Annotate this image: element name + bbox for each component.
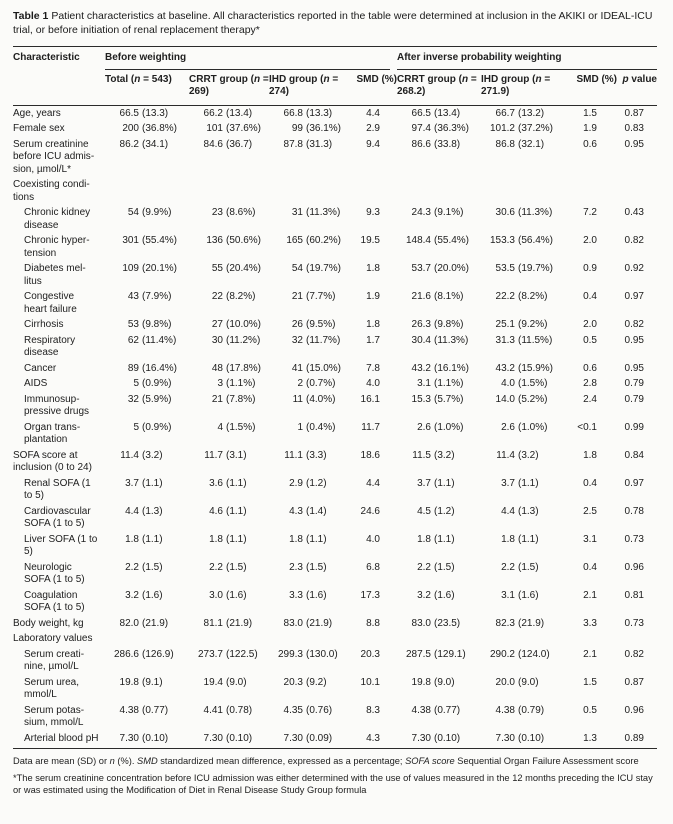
table-row (13, 703, 657, 731)
cell-crrt-after: 3.1 (1.1%) (417, 378, 464, 389)
table-row (13, 616, 657, 632)
table-row (13, 560, 657, 588)
cell-smd-after: 0.6 (583, 138, 597, 150)
cell-p-value: 0.95 (624, 334, 644, 346)
cell-smd-before: 8.3 (366, 704, 380, 716)
cell-ihd-after: 30.6 (11.3%) (495, 207, 553, 218)
table-footnotes (13, 749, 657, 797)
table-row (13, 420, 657, 448)
cell-crrt-after: 2.2 (1.5) (417, 561, 455, 573)
cell-crrt-after: 83.0 (23.5) (411, 617, 461, 629)
cell-ihd-after: 4.38 (0.79) (495, 704, 545, 716)
cell-smd-before: 2.9 (366, 123, 380, 134)
cell-crrt-before: 273.7 (122.5) (197, 648, 258, 660)
cell-smd-after: 2.8 (583, 378, 597, 389)
row-label: Serum urea, mmol/L (24, 676, 80, 700)
table-row (13, 137, 657, 178)
cell-total: 4.38 (0.77) (119, 704, 169, 716)
row-label: Cancer (24, 362, 57, 374)
cell-ihd-after: 11.4 (3.2) (496, 449, 539, 461)
row-label: Coagulation SOFA (1 to 5) (24, 589, 85, 613)
cell-smd-after: 0.5 (583, 704, 597, 716)
before-weighting-group-header: Before weighting (105, 52, 390, 70)
cell-p-value: 0.97 (624, 477, 644, 489)
table-row (13, 675, 657, 703)
column-header-smd-after: SMD (%) (576, 73, 617, 85)
characteristic-header: Characteristic (13, 52, 80, 63)
cell-p-value: 0.96 (624, 704, 644, 716)
row-label: Chronic kidney disease (24, 207, 91, 231)
table-row (13, 392, 657, 420)
cell-ihd-before: 41 (15.0%) (291, 362, 342, 374)
cell-crrt-after: 4.38 (0.77) (411, 704, 461, 716)
column-header-row (13, 70, 657, 106)
table-row (13, 233, 657, 261)
cell-smd-before: 1.8 (366, 319, 380, 330)
after-weighting-group-header: After inverse probability weighting (397, 52, 657, 70)
table-row (13, 317, 657, 333)
row-label: Female sex (13, 123, 65, 134)
cell-p-value: 0.78 (624, 505, 644, 517)
cell-total: 286.6 (126.9) (113, 648, 174, 660)
cell-crrt-after: 15.3 (5.7%) (411, 393, 464, 405)
cell-ihd-before: 83.0 (21.9) (283, 617, 333, 629)
row-label: Body weight, kg (13, 617, 84, 629)
cell-smd-after: 2.0 (583, 235, 597, 246)
row-label: Serum creatinine before ICU admission, µmol/L* (13, 138, 95, 175)
cell-crrt-after: 43.2 (16.1%) (411, 362, 470, 374)
cell-crrt-before: 7.30 (0.10) (203, 732, 253, 744)
cell-crrt-before: 30 (11.2%) (211, 334, 261, 346)
cell-ihd-before: 32 (11.7%) (291, 334, 341, 346)
cell-smd-before: 4.4 (366, 477, 380, 489)
cell-ihd-after: 290.2 (124.0) (489, 648, 550, 660)
table-row (13, 289, 657, 317)
cell-ihd-before: 26 (9.5%) (291, 319, 336, 330)
cell-smd-before: 1.9 (366, 291, 380, 302)
cell-ihd-after: 82.3 (21.9) (495, 617, 545, 629)
cell-smd-after: 7.2 (583, 207, 597, 218)
cell-ihd-before: 2 (0.7%) (297, 378, 336, 389)
row-label: Laboratory values (13, 633, 93, 644)
table-row (13, 731, 657, 747)
cell-p-value: 0.92 (624, 263, 644, 274)
column-header-total: Total (n = 543) (105, 73, 172, 85)
cell-smd-after: 0.4 (583, 561, 597, 573)
cell-smd-before: 19.5 (360, 235, 380, 246)
cell-smd-before: 4.4 (366, 107, 380, 119)
cell-p-value: 0.82 (624, 648, 644, 660)
row-label: Serum creatinine, µmol/L (24, 648, 85, 672)
cell-smd-before: 4.3 (366, 732, 380, 744)
table-body (13, 106, 657, 750)
cell-smd-before: 18.6 (360, 449, 380, 461)
cell-smd-before: 4.0 (366, 533, 380, 545)
cell-p-value: 0.79 (624, 378, 644, 389)
cell-ihd-after: 14.0 (5.2%) (495, 393, 548, 405)
cell-smd-before: 10.1 (360, 676, 380, 688)
cell-total: 5 (0.9%) (133, 421, 172, 433)
row-label: Age, years (13, 107, 61, 119)
column-header-crrt-after: CRRT group (n = 268.2) (397, 73, 477, 97)
cell-total: 62 (11.4%) (127, 334, 177, 346)
cell-p-value: 0.84 (624, 449, 644, 461)
row-label: Immunosuppressive drugs (24, 393, 90, 417)
cell-smd-before: 8.8 (366, 617, 380, 629)
cell-crrt-before: 81.1 (21.9) (203, 617, 253, 629)
cell-crrt-before: 4.41 (0.78) (203, 704, 253, 716)
table-row (13, 106, 657, 122)
cell-smd-after: 2.1 (583, 648, 597, 660)
table-header (13, 46, 657, 106)
table-row (13, 504, 657, 532)
table-row (13, 205, 657, 233)
cell-smd-before: 16.1 (360, 393, 380, 405)
cell-total: 5 (0.9%) (133, 378, 172, 389)
cell-p-value: 0.82 (624, 319, 644, 330)
cell-p-value: 0.95 (624, 362, 644, 374)
cell-ihd-before: 165 (60.2%) (286, 235, 342, 246)
cell-p-value: 0.82 (624, 235, 644, 246)
cell-crrt-after: 3.2 (1.6) (417, 589, 455, 601)
cell-crrt-after: 287.5 (129.1) (405, 648, 466, 660)
column-header-ihd-before: IHD group (n = 274) (269, 73, 339, 97)
cell-crrt-after: 30.4 (11.3%) (411, 334, 469, 346)
table-row (13, 261, 657, 289)
cell-smd-after: 3.1 (583, 533, 597, 545)
column-header-spacer (13, 74, 105, 99)
cell-ihd-after: 7.30 (0.10) (495, 732, 545, 744)
cell-crrt-after: 86.6 (33.8) (411, 138, 461, 150)
cell-smd-before: 24.6 (360, 505, 380, 517)
table-row (13, 647, 657, 675)
cell-ihd-before: 299.3 (130.0) (277, 648, 338, 660)
cell-ihd-after: 101.2 (37.2%) (489, 123, 554, 134)
cell-smd-before: 20.3 (360, 648, 380, 660)
row-label: Chronic hypertension (24, 235, 90, 259)
cell-crrt-before: 66.2 (13.4) (203, 107, 253, 119)
table-row (13, 476, 657, 504)
cell-total: 43 (7.9%) (127, 291, 172, 302)
cell-crrt-after: 4.5 (1.2) (417, 505, 455, 517)
cell-total: 3.2 (1.6) (125, 589, 163, 601)
cell-crrt-before: 4 (1.5%) (217, 421, 256, 433)
cell-smd-before: 7.8 (366, 362, 380, 374)
cell-smd-after: 2.5 (583, 505, 597, 517)
cell-ihd-after: 86.8 (32.1) (495, 138, 545, 150)
cell-ihd-after: 153.3 (56.4%) (489, 235, 554, 246)
cell-smd-before: 17.3 (360, 589, 380, 601)
cell-smd-before: 1.7 (366, 334, 380, 346)
cell-total: 7.30 (0.10) (119, 732, 169, 744)
cell-crrt-before: 3 (1.1%) (217, 378, 256, 389)
cell-crrt-after: 26.3 (9.8%) (411, 319, 464, 330)
cell-crrt-before: 27 (10.0%) (211, 319, 262, 330)
cell-total: 4.4 (1.3) (125, 505, 163, 517)
cell-crrt-before: 101 (37.6%) (206, 123, 262, 134)
cell-crrt-after: 97.4 (36.3%) (411, 123, 470, 134)
cell-crrt-after: 53.7 (20.0%) (411, 263, 470, 274)
cell-ihd-before: 87.8 (31.3) (283, 138, 333, 150)
cell-crrt-before: 84.6 (36.7) (203, 138, 253, 150)
cell-ihd-after: 43.2 (15.9%) (495, 362, 554, 374)
cell-ihd-before: 31 (11.3%) (291, 207, 341, 218)
cell-p-value: 0.87 (624, 107, 644, 119)
cell-smd-after: 1.8 (583, 449, 597, 461)
cell-crrt-before: 23 (8.6%) (211, 207, 256, 218)
cell-p-value: 0.96 (624, 561, 644, 573)
row-label: SOFA score at inclusion (0 to 24) (13, 449, 92, 473)
row-label: Organ transplantation (24, 421, 81, 445)
cell-total: 89 (16.4%) (127, 362, 178, 374)
cell-ihd-before: 2.3 (1.5) (289, 561, 327, 573)
cell-total: 86.2 (34.1) (119, 138, 169, 150)
cell-crrt-after: 148.4 (55.4%) (405, 235, 470, 246)
cell-smd-after: 3.3 (583, 617, 597, 629)
cell-ihd-before: 54 (19.7%) (291, 263, 342, 274)
row-label: Cirrhosis (24, 319, 64, 330)
cell-crrt-before: 48 (17.8%) (211, 362, 262, 374)
cell-total: 2.2 (1.5) (125, 561, 163, 573)
cell-smd-after: 1.9 (583, 123, 597, 134)
cell-total: 32 (5.9%) (127, 393, 172, 405)
cell-smd-after: 0.9 (583, 263, 597, 274)
cell-ihd-before: 3.3 (1.6) (289, 589, 327, 601)
table-row (13, 376, 657, 392)
cell-crrt-before: 11.7 (3.1) (204, 449, 247, 461)
cell-ihd-before: 11 (4.0%) (292, 393, 336, 405)
cell-ihd-before: 7.30 (0.09) (283, 732, 333, 744)
cell-smd-after: 1.5 (583, 107, 597, 119)
cell-ihd-before: 4.3 (1.4) (289, 505, 327, 517)
row-label: Diabetes mellitus (24, 263, 86, 287)
row-label: Arterial blood pH (24, 732, 99, 744)
cell-ihd-before: 1 (0.4%) (297, 421, 336, 433)
cell-ihd-after: 2.6 (1.0%) (501, 421, 548, 433)
cell-ihd-before: 4.35 (0.76) (283, 704, 333, 716)
column-header-ihd-after: IHD group (n = 271.9) (481, 73, 551, 97)
row-label: Coexisting conditions (13, 179, 90, 203)
cell-ihd-before: 20.3 (9.2) (283, 676, 327, 688)
cell-crrt-after: 66.5 (13.4) (411, 107, 461, 119)
cell-crrt-before: 21 (7.8%) (211, 393, 256, 405)
cell-p-value: 0.99 (624, 421, 644, 433)
cell-ihd-after: 20.0 (9.0) (495, 676, 539, 688)
cell-crrt-after: 19.8 (9.0) (411, 676, 455, 688)
group-header-row (13, 47, 657, 70)
cell-smd-before: 9.4 (366, 138, 380, 150)
cell-p-value: 0.83 (624, 123, 644, 134)
cell-crrt-before: 3.0 (1.6) (209, 589, 247, 601)
cell-crrt-after: 11.5 (3.2) (412, 449, 455, 461)
cell-total: 19.8 (9.1) (119, 676, 163, 688)
cell-crrt-before: 3.6 (1.1) (209, 477, 247, 489)
cell-p-value: 0.87 (624, 676, 644, 688)
cell-smd-before: 11.7 (361, 421, 380, 433)
cell-p-value: 0.89 (624, 732, 644, 744)
cell-total: 53 (9.8%) (127, 319, 172, 330)
cell-crrt-before: 22 (8.2%) (211, 291, 256, 302)
cell-p-value: 0.81 (624, 589, 644, 601)
cell-p-value: 0.73 (624, 533, 644, 545)
cell-ihd-before: 66.8 (13.3) (283, 107, 333, 119)
cell-crrt-before: 4.6 (1.1) (209, 505, 247, 517)
table-row (13, 333, 657, 361)
cell-ihd-before: 1.8 (1.1) (289, 533, 327, 545)
cell-total: 109 (20.1%) (122, 263, 178, 274)
cell-ihd-before: 2.9 (1.2) (289, 477, 327, 489)
cell-ihd-after: 3.1 (1.6) (501, 589, 539, 601)
row-label: Cardiovascular SOFA (1 to 5) (24, 505, 91, 529)
row-label: AIDS (24, 378, 48, 389)
row-label: Renal SOFA (1 to 5) (24, 477, 91, 501)
cell-ihd-after: 66.7 (13.2) (495, 107, 545, 119)
cell-smd-after: 0.4 (583, 291, 597, 302)
row-label: Neurologic SOFA (1 to 5) (24, 561, 85, 585)
table-row (13, 361, 657, 377)
cell-smd-after: 2.4 (583, 393, 597, 405)
footnote: *The serum creatinine concentration before ICU admission was either determined with the use of values measured in the 12 months preceding the ICU stay or was estimated using the Modification of Diet in Renal Disease Study Group formula (13, 772, 653, 795)
cell-smd-before: 6.8 (366, 561, 380, 573)
cell-crrt-before: 19.4 (9.0) (203, 676, 247, 688)
section-row (13, 631, 657, 647)
table-row (13, 588, 657, 616)
cell-smd-after: 0.6 (583, 362, 597, 374)
section-row (13, 177, 657, 205)
cell-smd-before: 9.3 (366, 207, 380, 218)
row-label: Respiratory disease (24, 334, 76, 358)
cell-p-value: 0.43 (624, 207, 644, 218)
cell-ihd-after: 53.5 (19.7%) (495, 263, 554, 274)
cell-ihd-before: 21 (7.7%) (291, 291, 336, 302)
cell-ihd-after: 2.2 (1.5) (501, 561, 539, 573)
table-row (13, 121, 657, 137)
cell-crrt-after: 2.6 (1.0%) (417, 421, 464, 433)
cell-smd-after: 0.4 (583, 477, 597, 489)
cell-total: 3.7 (1.1) (125, 477, 163, 489)
cell-p-value: 0.95 (624, 138, 644, 150)
cell-smd-after: 2.1 (583, 589, 597, 601)
cell-total: 1.8 (1.1) (125, 533, 163, 545)
row-label: Liver SOFA (1 to 5) (24, 533, 98, 557)
cell-ihd-after: 3.7 (1.1) (501, 477, 539, 489)
column-header-p-value: p value (622, 73, 657, 85)
cell-smd-after: 2.0 (583, 319, 597, 330)
cell-smd-after: 1.5 (583, 676, 597, 688)
cell-total: 82.0 (21.9) (119, 617, 169, 629)
cell-crrt-after: 21.6 (8.1%) (411, 291, 464, 302)
cell-crrt-after: 1.8 (1.1) (417, 533, 455, 545)
cell-smd-before: 4.0 (366, 378, 380, 389)
cell-crrt-after: 3.7 (1.1) (417, 477, 455, 489)
cell-ihd-after: 4.4 (1.3) (501, 505, 539, 517)
column-header-crrt-before: CRRT group (n = 269) (189, 73, 269, 97)
cell-p-value: 0.73 (624, 617, 644, 629)
cell-crrt-before: 55 (20.4%) (211, 263, 262, 274)
cell-p-value: 0.79 (624, 393, 644, 405)
cell-p-value: 0.97 (624, 291, 644, 302)
column-header-smd-before: SMD (%) (356, 73, 397, 85)
patient-characteristics-table (13, 46, 657, 749)
cell-crrt-before: 1.8 (1.1) (209, 533, 247, 545)
cell-smd-after: <0.1 (577, 421, 597, 433)
cell-crrt-before: 2.2 (1.5) (209, 561, 247, 573)
footnote: Data are mean (SD) or n (%). SMD standardized mean difference, expressed as a percentage; SOFA score Sequential Organ Failure Assessment score (13, 756, 639, 766)
cell-total: 11.4 (3.2) (120, 449, 163, 461)
cell-total: 301 (55.4%) (122, 235, 178, 246)
cell-crrt-before: 136 (50.6%) (206, 235, 262, 246)
cell-ihd-after: 31.3 (11.5%) (495, 334, 553, 346)
cell-total: 200 (36.8%) (122, 123, 178, 134)
cell-ihd-before: 11.1 (3.3) (284, 449, 327, 461)
cell-smd-after: 1.3 (583, 732, 597, 744)
cell-crrt-after: 24.3 (9.1%) (411, 207, 464, 218)
cell-total: 54 (9.9%) (127, 207, 172, 218)
cell-ihd-after: 1.8 (1.1) (501, 533, 539, 545)
cell-ihd-after: 4.0 (1.5%) (501, 378, 548, 389)
cell-ihd-after: 25.1 (9.2%) (495, 319, 548, 330)
cell-smd-before: 1.8 (366, 263, 380, 274)
table-row (13, 532, 657, 560)
row-label: Congestive heart failure (24, 291, 77, 315)
cell-smd-after: 0.5 (583, 334, 597, 346)
table-caption: Table 1 Patient characteristics at baseline. All characteristics reported in the table were determined at inclusion in the AKIKI or IDEAL-ICU trial, or before initiation of renal replacement therapy* (13, 10, 653, 36)
cell-total: 66.5 (13.3) (119, 107, 169, 119)
cell-ihd-before: 99 (36.1%) (291, 123, 342, 134)
row-label: Serum potassium, mmol/L (24, 704, 85, 728)
cell-crrt-after: 7.30 (0.10) (411, 732, 461, 744)
table-row (13, 448, 657, 476)
cell-ihd-after: 22.2 (8.2%) (495, 291, 548, 302)
